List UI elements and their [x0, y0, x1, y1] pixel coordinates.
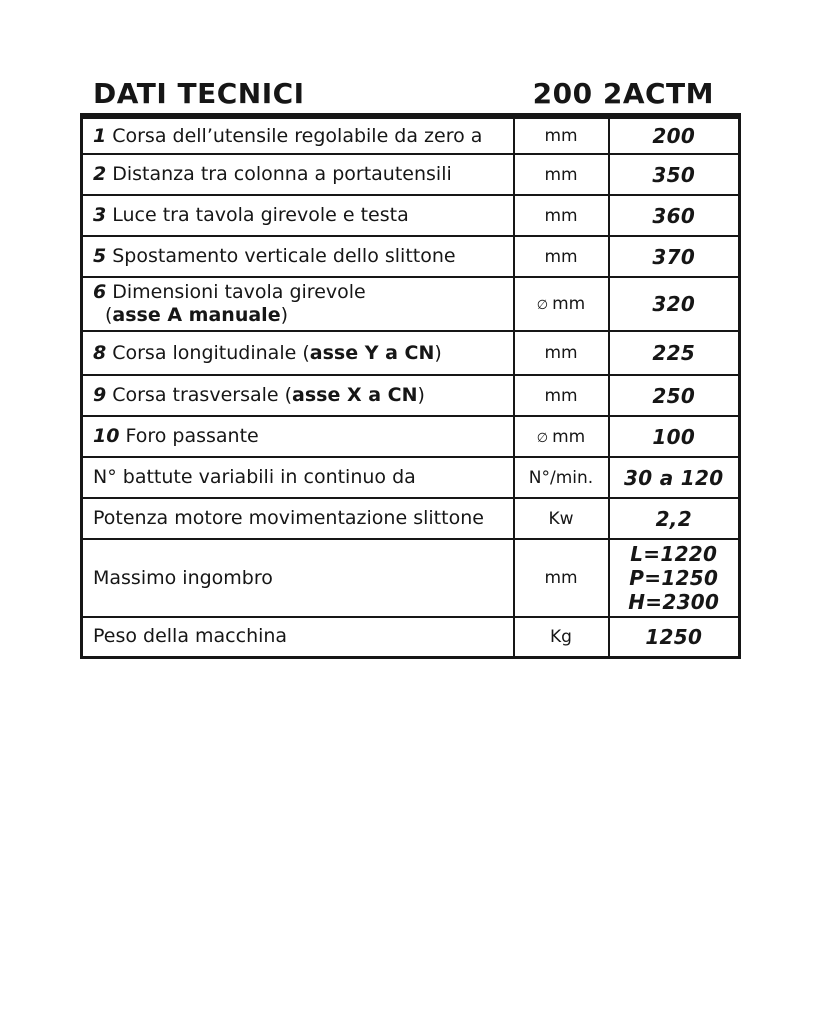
spec-text: N° battute variabili in continuo da: [93, 466, 416, 488]
model-number: 200 2ACTM: [532, 77, 714, 110]
spec-value-cell: 360: [609, 195, 740, 236]
diameter-symbol: ∅: [536, 430, 549, 446]
spec-text: Foro passante: [125, 425, 259, 447]
unit-label: mm: [544, 164, 578, 185]
spec-description-cell: [82, 195, 514, 236]
spec-text: (: [105, 304, 113, 326]
spec-description-cell: [82, 331, 514, 375]
spec-number: 8: [93, 341, 107, 364]
spec-value-cell: [609, 539, 740, 617]
spec-description-cell: [82, 154, 514, 195]
spec-number: 6: [93, 281, 107, 303]
spec-value-cell: 200: [609, 116, 740, 154]
spec-value-cell: 100: [609, 416, 740, 457]
diameter-symbol: ∅: [536, 298, 549, 313]
table-row: [82, 416, 740, 457]
spec-number: 5: [93, 245, 107, 267]
spec-description-cell: [82, 539, 514, 617]
spec-unit-cell: [514, 116, 609, 154]
value-line: H=2300: [628, 590, 720, 614]
spec-unit-cell: [514, 539, 609, 617]
unit-label: Kg: [550, 626, 572, 647]
spec-value-cell: 320: [609, 277, 740, 331]
spec-text: Spostamento verticale dello slittone: [112, 245, 456, 267]
spec-description-cell: [82, 457, 514, 498]
spec-number: 9: [93, 384, 107, 406]
table-row: [82, 457, 740, 498]
spec-unit-cell: [514, 236, 609, 277]
value-line: P=1250: [629, 566, 719, 590]
spec-text-line2: [93, 304, 507, 327]
spec-description-cell: [82, 116, 514, 154]
table-row: [82, 375, 740, 416]
spec-value-cell: 225: [609, 331, 740, 375]
unit-label: mm: [544, 385, 578, 406]
table-row: [82, 617, 740, 657]
unit-label: mm: [552, 294, 586, 314]
unit-label: mm: [544, 343, 578, 363]
unit-label: mm: [544, 126, 578, 146]
spec-number: 10: [93, 425, 120, 447]
spec-number: 2: [93, 163, 107, 185]
spec-text-bold: asse Y a CN: [309, 341, 435, 364]
unit-label: mm: [552, 426, 586, 447]
spec-unit-cell: [514, 416, 609, 457]
spec-text-post: ): [280, 304, 288, 326]
unit-label: mm: [544, 246, 578, 267]
spec-value-cell: 250: [609, 375, 740, 416]
spec-text: Corsa longitudinale (: [112, 341, 310, 364]
spec-text: Massimo ingombro: [93, 566, 273, 589]
table-row: [82, 331, 740, 375]
unit-label: mm: [544, 205, 578, 226]
table-row: [82, 277, 740, 331]
spec-text: Corsa trasversale (: [112, 384, 293, 406]
spec-text-post: ): [434, 341, 442, 364]
spec-text-line1: [93, 281, 507, 304]
spec-value-cell: 30 a 120: [609, 457, 740, 498]
spec-text-bold: asse A manuale: [112, 304, 281, 326]
spec-description-cell: [82, 617, 514, 657]
table-row: [82, 195, 740, 236]
spec-unit-cell: [514, 331, 609, 375]
spec-description-cell: [82, 375, 514, 416]
spec-description-cell: [82, 277, 514, 331]
table-row: [82, 236, 740, 277]
spec-unit-cell: [514, 498, 609, 539]
page-title: DATI TECNICI: [93, 77, 305, 110]
spec-text: Distanza tra colonna a portautensili: [112, 163, 452, 185]
spec-table: [80, 113, 741, 659]
spec-unit-cell: [514, 277, 609, 331]
table-row: [82, 154, 740, 195]
spec-number: 3: [93, 204, 107, 226]
unit-label: Kw: [548, 508, 574, 529]
spec-unit-cell: [514, 154, 609, 195]
spec-value-cell: 2,2: [609, 498, 740, 539]
spec-text-bold: asse X a CN: [292, 384, 418, 406]
spec-text: Peso della macchina: [93, 625, 288, 648]
spec-unit-cell: [514, 195, 609, 236]
spec-value-cell: 370: [609, 236, 740, 277]
unit-label: N°/min.: [528, 467, 594, 488]
spec-value-cell: 1250: [609, 617, 740, 657]
spec-number: 1: [93, 124, 107, 147]
spec-unit-cell: [514, 375, 609, 416]
table-row: [82, 498, 740, 539]
spec-text: Potenza motore movimentazione slittone: [93, 507, 484, 529]
spec-description-cell: [82, 416, 514, 457]
spec-description-cell: [82, 236, 514, 277]
table-row: [82, 116, 740, 154]
sheet-header: [80, 78, 738, 110]
spec-text: Corsa dell’utensile regolabile da zero a: [112, 124, 483, 147]
spec-text: Dimensioni tavola girevole: [112, 281, 366, 303]
spec-unit-cell: [514, 457, 609, 498]
spec-text: Luce tra tavola girevole e testa: [112, 204, 409, 226]
data-sheet: [80, 78, 738, 659]
value-line: L=1220: [630, 542, 718, 566]
spec-description-cell: [82, 498, 514, 539]
table-row: [82, 539, 740, 617]
spec-text-post: ): [417, 384, 425, 406]
unit-label: mm: [544, 568, 578, 588]
spec-unit-cell: [514, 617, 609, 657]
spec-value-cell: 350: [609, 154, 740, 195]
